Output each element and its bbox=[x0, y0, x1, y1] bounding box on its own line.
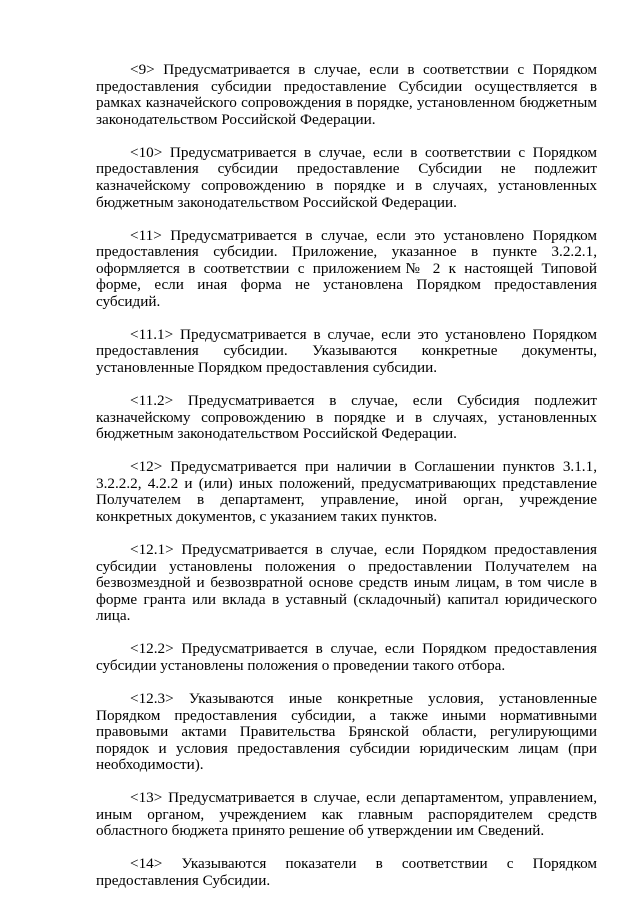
footnote-marker: <13> bbox=[130, 789, 163, 807]
footnote-marker: <11.2> bbox=[130, 392, 174, 410]
footnote-10 bbox=[96, 145, 597, 211]
footnote-text: Предусматривается в случае, если департаментом, управлением, иным органом, учреждением как главным распорядителем средств областного бюджета принято решение об утверждении им Сведений. bbox=[96, 789, 597, 840]
footnote-text: Предусматривается в случае, если в соответствии с Порядком предоставления субсидии предоставление Субсидии осуществляется в рамках казначейского сопровождения в порядке, установленном бюджетным законодательством Российской Федерации. bbox=[96, 61, 597, 128]
footnote-marker: <11.1> bbox=[130, 325, 174, 343]
footnote-14 bbox=[96, 856, 597, 889]
footnote-text: Предусматривается в случае, если в соответствии с Порядком предоставления субсидии предоставление Субсидии не подлежит казначейскому сопровождению в порядке и в случаях, установленных бюджетным законодательством Российской Федерации. bbox=[96, 143, 597, 211]
footnote-text: Предусматривается в случае, если это установлено Порядком предоставления субсидии. Приложение, указанное в пункте 3.2.2.1, оформляется в соответствии с приложением№ 2 к настоящей Типовой форме, если иная форма не установлена Порядком предоставления субсидий. bbox=[96, 226, 597, 310]
footnote-marker: <11> bbox=[130, 226, 162, 244]
footnote-text: Предусматривается в случае, если Порядком предоставления субсидии установлены положения о проведении такого отбора. bbox=[96, 640, 598, 674]
footnote-12-1 bbox=[96, 542, 597, 625]
footnote-text: Предусматривается в случае, если это установлено Порядком предоставления субсидии. Указываются конкретные документы, установленные Порядком предоставления субсидии. bbox=[96, 325, 597, 377]
footnote-marker: <10> bbox=[130, 143, 163, 161]
footnote-text: Указываются иные конкретные условия, установленные Порядком предоставления субсидии, а также иными нормативными правовыми актами Правительства Брянской области, регулирующими порядок и условия предоставления субсидии юридическим лицам (при необходимости). bbox=[96, 689, 597, 774]
footnote-text: Предусматривается в случае, если Порядком предоставления субсидии установлены положения о предоставлении Получателем на безвозмездной и безвозвратной основе средств иным лицам, в том числе в форме гранта или вклада в уставный (складочный) капитал юридического лица. bbox=[96, 541, 598, 625]
footnote-12 bbox=[96, 459, 597, 525]
footnote-11 bbox=[96, 228, 597, 311]
footnote-marker: <14> bbox=[130, 855, 163, 873]
footnote-marker: <12.2> bbox=[130, 640, 174, 658]
document-page bbox=[96, 62, 597, 906]
footnote-11-1 bbox=[96, 327, 597, 377]
footnote-text: Указываются показатели в соответствии с Порядком предоставления Субсидии. bbox=[96, 855, 598, 890]
footnote-12-3 bbox=[96, 691, 597, 774]
footnote-marker: <9> bbox=[130, 61, 155, 78]
footnote-text: Предусматривается в случае, если Субсидия подлежит казначейскому сопровождению в порядке и в случаях, установленных бюджетным законодательством Российской Федерации. bbox=[96, 392, 598, 443]
footnote-marker: <12.1> bbox=[130, 541, 174, 558]
footnote-13 bbox=[96, 790, 597, 840]
footnote-marker: <12.3> bbox=[130, 689, 174, 707]
footnote-11-2 bbox=[96, 393, 597, 443]
footnote-9 bbox=[96, 62, 597, 128]
footnote-marker: <12> bbox=[130, 458, 163, 476]
footnote-text: Предусматривается при наличии в Соглашении пунктов 3.1.1, 3.2.2.2, 4.2.2 и (или) иных положений, предусматривающих представление Получателем в департамент, управление, иной орган, учреждение конкретных документов, с указанием таких пунктов. bbox=[96, 458, 597, 526]
footnote-12-2 bbox=[96, 641, 597, 674]
